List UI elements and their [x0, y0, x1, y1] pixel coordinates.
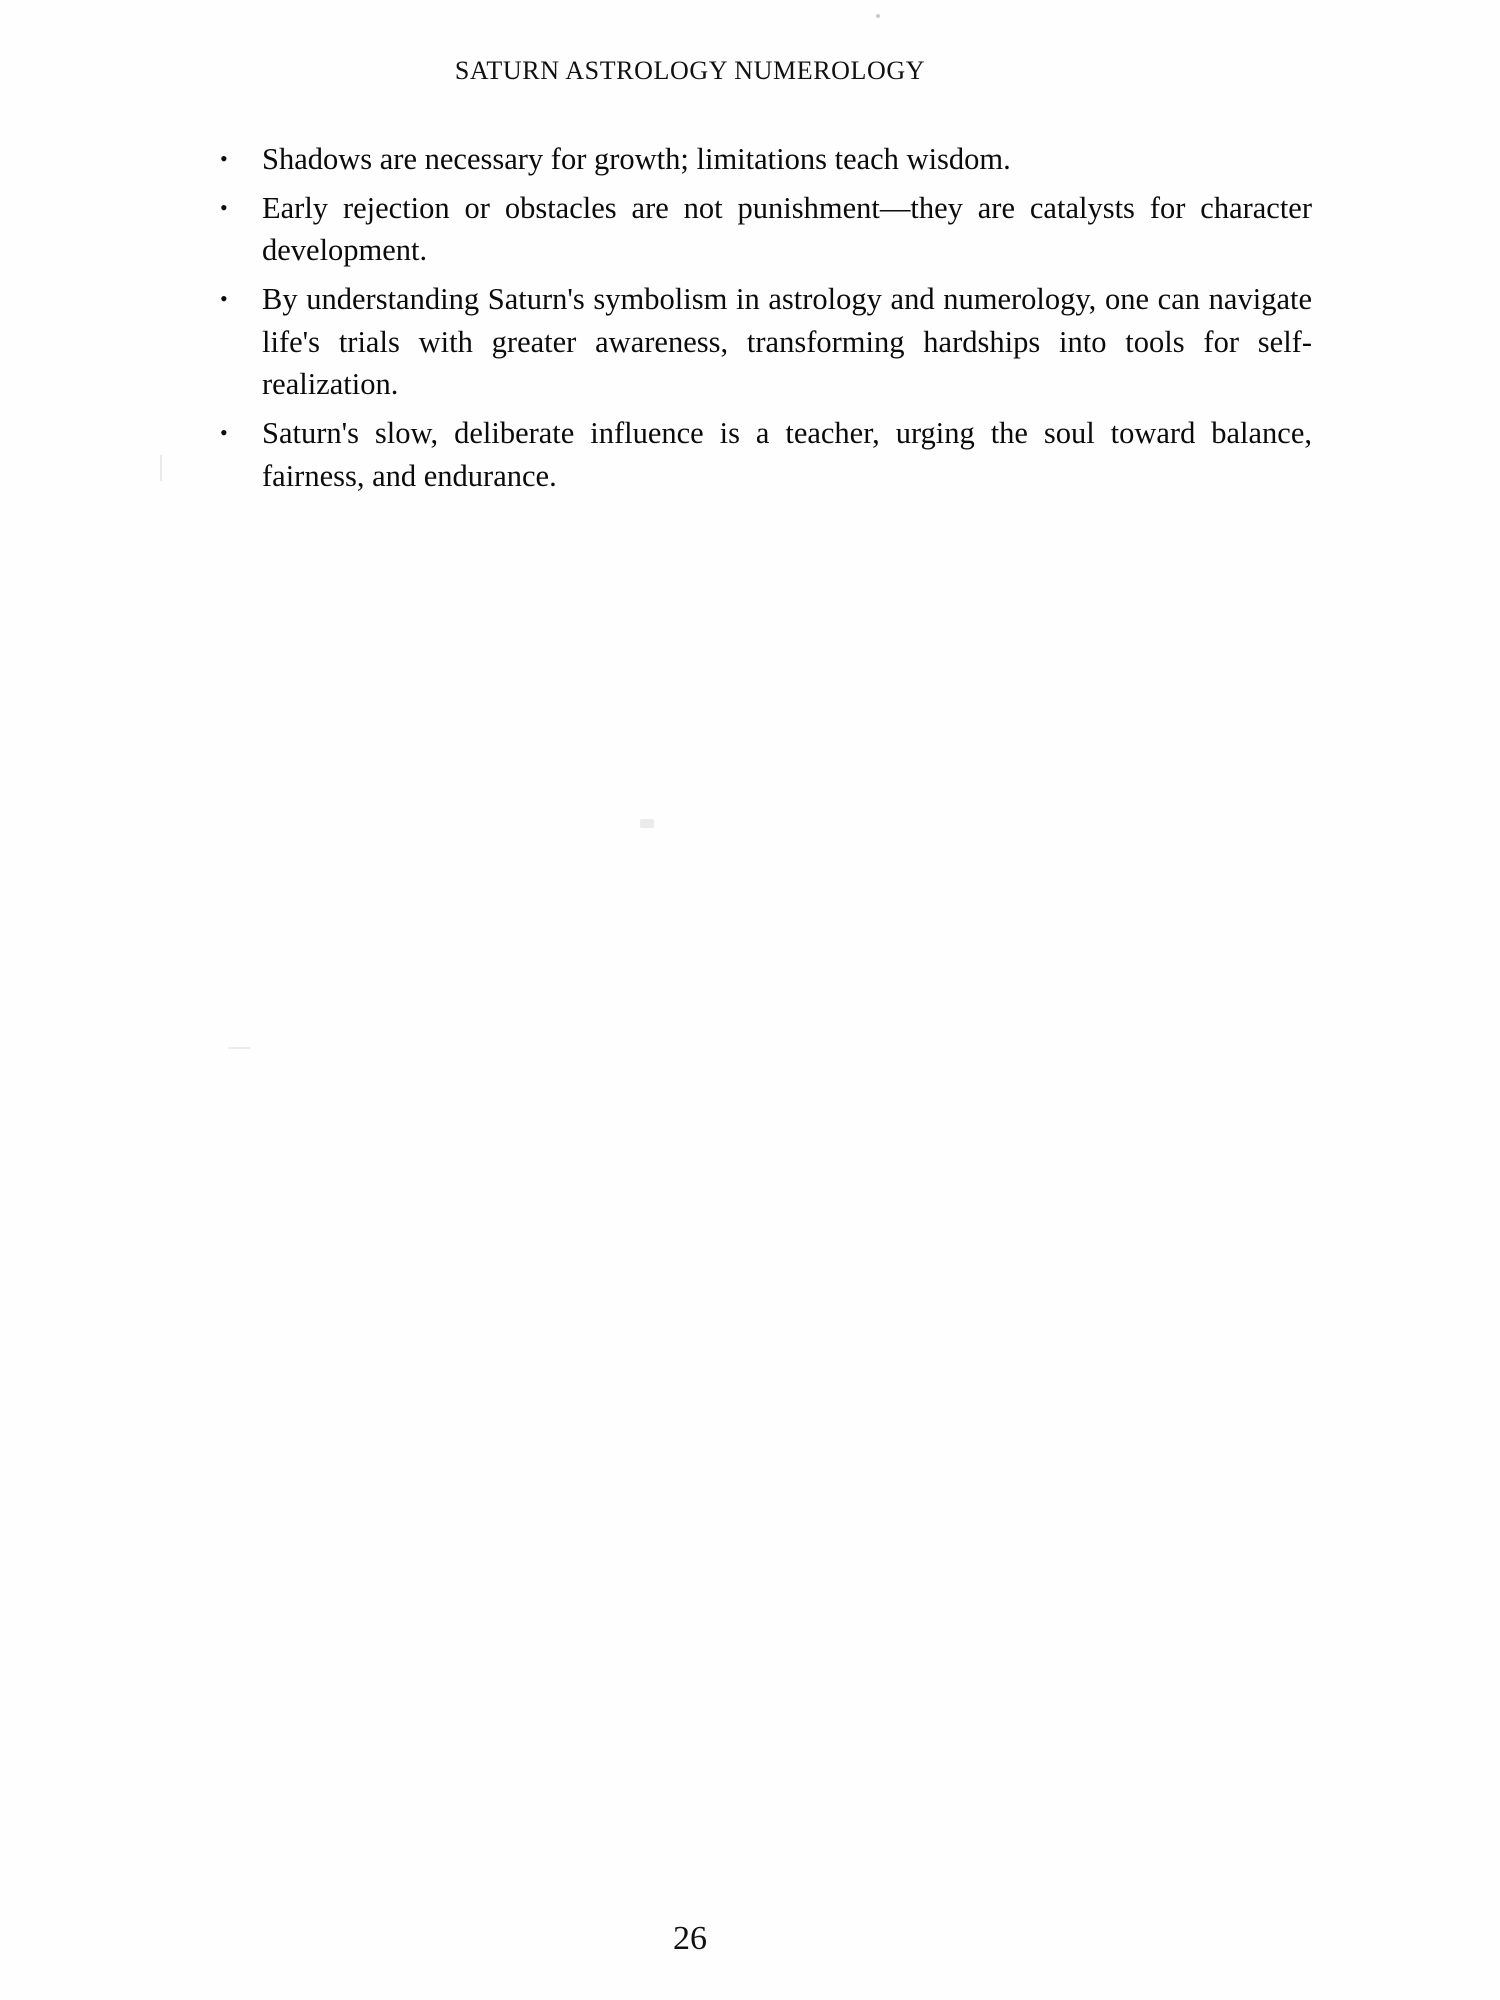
scan-speck — [228, 1047, 250, 1049]
list-item: • Early rejection or obstacles are not punishment—they are catalysts for character development. — [206, 187, 1312, 272]
list-item: • By understanding Saturn's symbolism in astrology and numerology, one can navigate life's trials with greater awareness, transforming hardships into tools for self-realization. — [206, 278, 1312, 406]
running-head: SATURN ASTROLOGY NUMEROLOGY — [454, 56, 926, 85]
bullet-list — [206, 138, 1312, 498]
page-number: 26 — [673, 1920, 707, 1957]
scan-speck — [640, 819, 654, 828]
page-body — [206, 138, 1312, 504]
list-item: • Shadows are necessary for growth; limitations teach wisdom. — [206, 138, 1312, 181]
list-item: • Saturn's slow, deliberate influence is a teacher, urging the soul toward balance, fairness, and endurance. — [206, 412, 1312, 497]
scan-speck — [876, 14, 880, 18]
scan-speck — [160, 455, 162, 481]
